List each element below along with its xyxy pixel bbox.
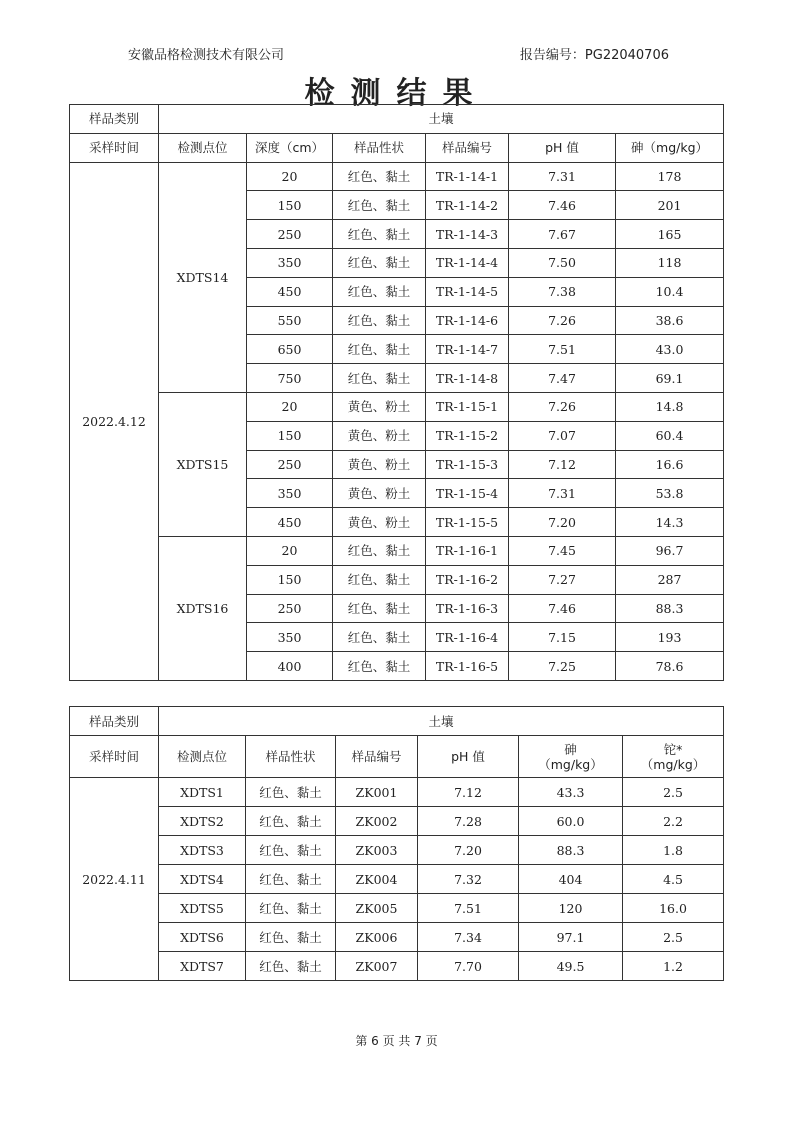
depth-value: 550	[247, 306, 333, 335]
column-header: 样品编号	[336, 736, 418, 778]
sample-id: ZK006	[336, 923, 418, 952]
site-code: XDTS7	[159, 952, 246, 981]
arsenic-value: 287	[616, 565, 724, 594]
arsenic-value: 49.5	[519, 952, 623, 981]
arsenic-value: 43.3	[519, 778, 623, 807]
ph-value: 7.46	[509, 594, 616, 623]
ph-value: 7.25	[509, 652, 616, 681]
depth-value: 20	[247, 392, 333, 421]
sample-id: TR-1-15-1	[426, 392, 509, 421]
site-code: XDTS15	[159, 392, 247, 536]
ph-value: 7.51	[509, 335, 616, 364]
ph-value: 7.20	[418, 836, 519, 865]
ph-value: 7.32	[418, 865, 519, 894]
category-value: 土壤	[159, 707, 724, 736]
results-table-depth	[69, 104, 724, 681]
page-footer: 第 6 页 共 7 页	[355, 1034, 438, 1048]
depth-value: 450	[247, 277, 333, 306]
category-label: 样品类别	[70, 105, 159, 134]
table-row	[70, 807, 724, 836]
sample-trait: 黄色、粉土	[333, 450, 426, 479]
header-row	[70, 736, 724, 778]
ph-value: 7.12	[509, 450, 616, 479]
sample-id: TR-1-14-2	[426, 191, 509, 220]
depth-value: 750	[247, 364, 333, 393]
ph-value: 7.28	[418, 807, 519, 836]
sample-trait: 红色、黏土	[333, 220, 426, 249]
sample-id: TR-1-14-8	[426, 364, 509, 393]
column-header: 样品编号	[426, 133, 509, 162]
site-code: XDTS16	[159, 536, 247, 680]
ph-value: 7.50	[509, 248, 616, 277]
sample-trait: 红色、黏土	[333, 191, 426, 220]
sample-id: ZK004	[336, 865, 418, 894]
arsenic-value: 193	[616, 623, 724, 652]
page-title: 检测结果	[304, 76, 489, 111]
sample-trait: 红色、黏土	[333, 536, 426, 565]
site-code: XDTS4	[159, 865, 246, 894]
sample-id: TR-1-15-4	[426, 479, 509, 508]
sample-trait: 红色、黏土	[246, 836, 336, 865]
arsenic-value: 69.1	[616, 364, 724, 393]
arsenic-value: 43.0	[616, 335, 724, 364]
category-row	[70, 707, 724, 736]
table-row	[70, 952, 724, 981]
site-code: XDTS5	[159, 894, 246, 923]
sample-trait: 黄色、粉土	[333, 421, 426, 450]
sampling-date: 2022.4.11	[70, 778, 159, 981]
site-code: XDTS14	[159, 162, 247, 392]
column-header: 样品性状	[246, 736, 336, 778]
sample-id: ZK007	[336, 952, 418, 981]
thallium-value: 16.0	[623, 894, 724, 923]
arsenic-value: 178	[616, 162, 724, 191]
ph-value: 7.51	[418, 894, 519, 923]
depth-value: 350	[247, 479, 333, 508]
sample-id: TR-1-14-1	[426, 162, 509, 191]
ph-value: 7.20	[509, 508, 616, 537]
arsenic-value: 201	[616, 191, 724, 220]
site-code: XDTS2	[159, 807, 246, 836]
sample-id: TR-1-16-2	[426, 565, 509, 594]
sample-trait: 红色、黏土	[246, 807, 336, 836]
sample-trait: 黄色、粉土	[333, 508, 426, 537]
page-header	[0, 44, 793, 66]
site-code: XDTS6	[159, 923, 246, 952]
table-row	[70, 923, 724, 952]
arsenic-value: 10.4	[616, 277, 724, 306]
depth-value: 650	[247, 335, 333, 364]
column-header: 采样时间	[70, 736, 159, 778]
category-value: 土壤	[159, 105, 724, 134]
column-header: 检测点位	[159, 133, 247, 162]
sample-trait: 红色、黏土	[333, 565, 426, 594]
report-number: 报告编号：PG22040706	[519, 48, 669, 63]
sample-id: TR-1-14-3	[426, 220, 509, 249]
sample-trait: 红色、黏土	[333, 335, 426, 364]
depth-value: 20	[247, 162, 333, 191]
ph-value: 7.31	[509, 479, 616, 508]
ph-value: 7.45	[509, 536, 616, 565]
thallium-value: 2.5	[623, 923, 724, 952]
arsenic-value: 165	[616, 220, 724, 249]
ph-value: 7.26	[509, 392, 616, 421]
arsenic-value: 88.3	[519, 836, 623, 865]
sample-trait: 红色、黏土	[333, 162, 426, 191]
column-header: pH 值	[418, 736, 519, 778]
site-code: XDTS3	[159, 836, 246, 865]
ph-value: 7.67	[509, 220, 616, 249]
sample-id: TR-1-14-6	[426, 306, 509, 335]
sampling-date: 2022.4.12	[70, 162, 159, 680]
column-header: 样品性状	[333, 133, 426, 162]
ph-value: 7.15	[509, 623, 616, 652]
category-label: 样品类别	[70, 707, 159, 736]
depth-value: 450	[247, 508, 333, 537]
arsenic-value: 88.3	[616, 594, 724, 623]
sample-trait: 红色、黏土	[246, 778, 336, 807]
ph-value: 7.46	[509, 191, 616, 220]
arsenic-value: 404	[519, 865, 623, 894]
sample-id: TR-1-14-5	[426, 277, 509, 306]
table-row	[70, 162, 724, 191]
column-header: 砷（mg/kg）	[616, 133, 724, 162]
arsenic-value: 38.6	[616, 306, 724, 335]
ph-value: 7.31	[509, 162, 616, 191]
sample-id: ZK002	[336, 807, 418, 836]
column-header: 检测点位	[159, 736, 246, 778]
sample-id: TR-1-15-2	[426, 421, 509, 450]
arsenic-value: 97.1	[519, 923, 623, 952]
sample-id: TR-1-15-5	[426, 508, 509, 537]
ph-value: 7.70	[418, 952, 519, 981]
ph-value: 7.47	[509, 364, 616, 393]
results-table-sites	[69, 706, 724, 981]
sample-trait: 红色、黏土	[333, 277, 426, 306]
sample-trait: 黄色、粉土	[333, 392, 426, 421]
sample-id: TR-1-14-7	[426, 335, 509, 364]
thallium-value: 2.2	[623, 807, 724, 836]
arsenic-value: 14.3	[616, 508, 724, 537]
depth-value: 350	[247, 623, 333, 652]
depth-value: 250	[247, 594, 333, 623]
sample-id: ZK005	[336, 894, 418, 923]
depth-value: 400	[247, 652, 333, 681]
table-row	[70, 392, 724, 421]
header-row	[70, 133, 724, 162]
sample-id: TR-1-16-1	[426, 536, 509, 565]
arsenic-value: 16.6	[616, 450, 724, 479]
company-name: 安徽品格检测技术有限公司	[128, 48, 285, 63]
sample-id: ZK003	[336, 836, 418, 865]
site-code: XDTS1	[159, 778, 246, 807]
sample-id: TR-1-16-4	[426, 623, 509, 652]
arsenic-value: 96.7	[616, 536, 724, 565]
category-row	[70, 105, 724, 134]
sample-trait: 红色、黏土	[333, 306, 426, 335]
thallium-value: 2.5	[623, 778, 724, 807]
sample-trait: 红色、黏土	[333, 248, 426, 277]
sample-id: TR-1-16-5	[426, 652, 509, 681]
ph-value: 7.38	[509, 277, 616, 306]
sample-trait: 红色、黏土	[246, 952, 336, 981]
ph-value: 7.34	[418, 923, 519, 952]
sample-trait: 黄色、粉土	[333, 479, 426, 508]
depth-value: 20	[247, 536, 333, 565]
ph-value: 7.27	[509, 565, 616, 594]
ph-value: 7.12	[418, 778, 519, 807]
column-header: pH 值	[509, 133, 616, 162]
sample-trait: 红色、黏土	[246, 894, 336, 923]
column-header: 砷 （mg/kg）	[519, 736, 623, 778]
ph-value: 7.26	[509, 306, 616, 335]
depth-value: 150	[247, 565, 333, 594]
table-row	[70, 836, 724, 865]
arsenic-value: 60.4	[616, 421, 724, 450]
depth-value: 150	[247, 191, 333, 220]
arsenic-value: 53.8	[616, 479, 724, 508]
sample-trait: 红色、黏土	[333, 652, 426, 681]
column-header: 铊* （mg/kg）	[623, 736, 724, 778]
sample-trait: 红色、黏土	[333, 364, 426, 393]
sample-trait: 红色、黏土	[246, 923, 336, 952]
table-row	[70, 894, 724, 923]
sample-trait: 红色、黏土	[333, 594, 426, 623]
table-row	[70, 865, 724, 894]
thallium-value: 4.5	[623, 865, 724, 894]
sample-id: ZK001	[336, 778, 418, 807]
sample-id: TR-1-14-4	[426, 248, 509, 277]
sample-id: TR-1-15-3	[426, 450, 509, 479]
arsenic-value: 60.0	[519, 807, 623, 836]
depth-value: 250	[247, 450, 333, 479]
sample-id: TR-1-16-3	[426, 594, 509, 623]
column-header: 深度（cm）	[247, 133, 333, 162]
depth-value: 150	[247, 421, 333, 450]
ph-value: 7.07	[509, 421, 616, 450]
thallium-value: 1.2	[623, 952, 724, 981]
arsenic-value: 78.6	[616, 652, 724, 681]
arsenic-value: 118	[616, 248, 724, 277]
depth-value: 250	[247, 220, 333, 249]
sample-trait: 红色、黏土	[333, 623, 426, 652]
thallium-value: 1.8	[623, 836, 724, 865]
depth-value: 350	[247, 248, 333, 277]
arsenic-value: 120	[519, 894, 623, 923]
table-row	[70, 778, 724, 807]
table-row	[70, 536, 724, 565]
column-header: 采样时间	[70, 133, 159, 162]
arsenic-value: 14.8	[616, 392, 724, 421]
sample-trait: 红色、黏土	[246, 865, 336, 894]
